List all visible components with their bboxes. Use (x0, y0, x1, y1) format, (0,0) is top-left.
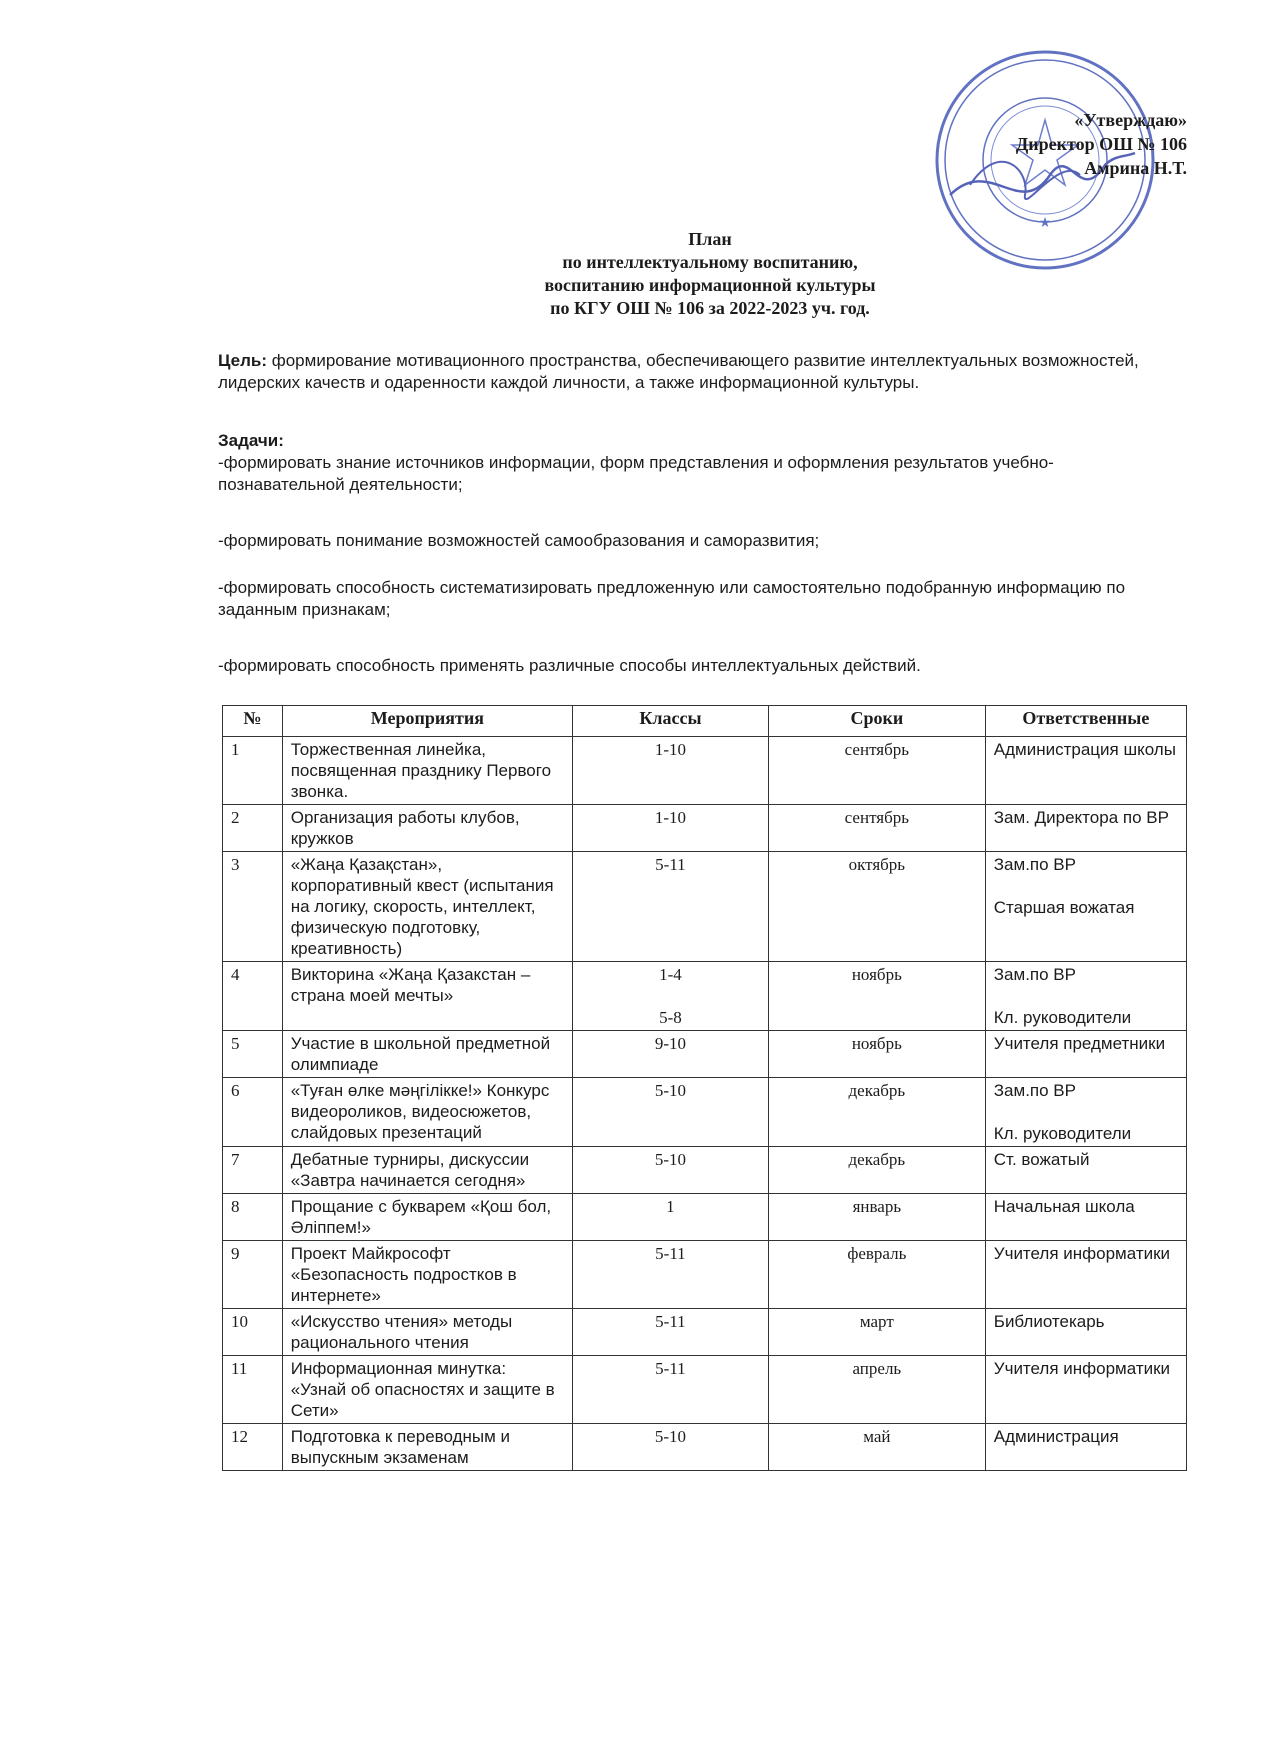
header-responsible: Ответственные (985, 706, 1186, 737)
row-responsible (985, 962, 1186, 1031)
row-responsible-value: Администрация (993, 1427, 1119, 1446)
goal-label: Цель: (218, 351, 267, 370)
page-title (420, 228, 1000, 320)
row-responsible (985, 1147, 1186, 1194)
row-event: Информационная минутка: «Узнай об опасностях и защите в Сети» (282, 1356, 572, 1424)
table-row (223, 1194, 1187, 1241)
row-term: май (768, 1424, 985, 1471)
header-terms: Сроки (768, 706, 985, 737)
table-row (223, 737, 1187, 805)
row-responsible-value: Зам.по ВР (993, 855, 1076, 874)
row-class-value: 5-10 (654, 1150, 686, 1169)
row-responsible-value: Начальная школа (993, 1197, 1135, 1216)
row-event: Проект Майкрософт «Безопасность подростков в интернете» (282, 1241, 572, 1309)
row-responsible-value: Учителя информатики (993, 1244, 1171, 1263)
task-item: -формировать способность применять различные способы интеллектуальных действий. (218, 656, 921, 675)
row-classes (572, 805, 768, 852)
table-row (223, 1031, 1187, 1078)
row-classes (572, 737, 768, 805)
row-responsible-value: Зам. Директора по ВР (993, 808, 1169, 827)
task-item: -формировать знание источников информации, форм представления и оформления результатов учебно-познавательной деятельности; (218, 453, 1054, 494)
row-classes (572, 1031, 768, 1078)
row-term: февраль (768, 1241, 985, 1309)
row-num: 3 (223, 852, 283, 962)
row-responsible (985, 1356, 1186, 1424)
row-event: «Жаңа Қазақстан», корпоративный квест (испытания на логику, скорость, интеллект, физическую подготовку, креативность) (282, 852, 572, 962)
row-event: Викторина «Жаңа Қазакстан – страна моей мечты» (282, 962, 572, 1031)
row-responsible (985, 1424, 1186, 1471)
task-item: -формировать понимание возможностей самообразования и саморазвития; (218, 531, 820, 550)
table-body (223, 737, 1187, 1471)
row-num: 1 (223, 737, 283, 805)
row-class-value: 5-11 (655, 1359, 686, 1378)
row-responsible (985, 1194, 1186, 1241)
title-line: воспитанию информационной культуры (544, 275, 876, 295)
approval-block (1016, 108, 1187, 180)
row-responsible (985, 1078, 1186, 1147)
row-term: декабрь (768, 1147, 985, 1194)
table-row (223, 1078, 1187, 1147)
row-responsible-value: Кл. руководители (993, 1008, 1132, 1027)
row-responsible-value: Администрация школы (993, 740, 1176, 759)
row-class-value: 5-10 (654, 1427, 686, 1446)
row-num: 2 (223, 805, 283, 852)
row-term: январь (768, 1194, 985, 1241)
table-row (223, 962, 1187, 1031)
row-responsible (985, 737, 1186, 805)
row-num: 4 (223, 962, 283, 1031)
row-responsible (985, 805, 1186, 852)
row-responsible-value: Библиотекарь (993, 1312, 1105, 1331)
row-responsible-value: Старшая вожатая (993, 898, 1135, 917)
table-row (223, 1147, 1187, 1194)
row-responsible-value: Учителя информатики (993, 1359, 1171, 1378)
title-line: по интеллектуальному воспитанию, (562, 252, 858, 272)
row-classes (572, 1078, 768, 1147)
table-row (223, 1241, 1187, 1309)
row-event: Участие в школьной предметной олимпиаде (282, 1031, 572, 1078)
row-responsible-value: Ст. вожатый (993, 1150, 1090, 1169)
row-event: Дебатные турниры, дискуссии «Завтра начинается сегодня» (282, 1147, 572, 1194)
row-classes (572, 1194, 768, 1241)
row-class-value: 1-10 (654, 740, 686, 759)
table-row (223, 1424, 1187, 1471)
row-event: Подготовка к переводным и выпускным экзаменам (282, 1424, 572, 1471)
row-term: декабрь (768, 1078, 985, 1147)
row-responsible (985, 1031, 1186, 1078)
row-event: «Туған өлке мәңгілікке!» Конкурс видеороликов, видеосюжетов, слайдовых презентаций (282, 1078, 572, 1147)
header-num: № (223, 706, 283, 737)
tasks-heading: Задачи: (218, 431, 284, 450)
header-events: Мероприятия (282, 706, 572, 737)
row-num: 5 (223, 1031, 283, 1078)
row-num: 10 (223, 1309, 283, 1356)
row-responsible (985, 1241, 1186, 1309)
row-classes (572, 1309, 768, 1356)
row-class-value: 5-11 (655, 1312, 686, 1331)
row-num: 8 (223, 1194, 283, 1241)
row-event: Прощание с букварем «Қош бол, Әліппем!» (282, 1194, 572, 1241)
table-row (223, 852, 1187, 962)
row-class-value: 9-10 (654, 1034, 686, 1053)
row-num: 12 (223, 1424, 283, 1471)
row-num: 6 (223, 1078, 283, 1147)
row-num: 11 (223, 1356, 283, 1424)
row-responsible (985, 852, 1186, 962)
row-responsible-value: Зам.по ВР (993, 1081, 1076, 1100)
row-class-value: 1 (666, 1197, 675, 1216)
svg-text:★: ★ (1038, 216, 1052, 231)
row-responsible (985, 1309, 1186, 1356)
table-row (223, 1309, 1187, 1356)
task-item: -формировать способность систематизировать предложенную или самостоятельно подобранную информацию по заданным признакам; (218, 578, 1126, 619)
table-row (223, 1356, 1187, 1424)
row-term: октябрь (768, 852, 985, 962)
row-classes (572, 1241, 768, 1309)
header-classes: Классы (572, 706, 768, 737)
row-classes (572, 962, 768, 1031)
row-class-value: 5-10 (654, 1081, 686, 1100)
row-class-value: 1-10 (654, 808, 686, 827)
approval-line: «Утверждаю» (1074, 110, 1187, 130)
table-row (223, 805, 1187, 852)
table-header-row (223, 706, 1187, 737)
row-term: ноябрь (768, 1031, 985, 1078)
row-term: апрель (768, 1356, 985, 1424)
row-event: Торжественная линейка, посвященная празднику Первого звонка. (282, 737, 572, 805)
row-num: 9 (223, 1241, 283, 1309)
row-responsible-value: Зам.по ВР (993, 965, 1076, 984)
title-line: по КГУ ОШ № 106 за 2022-2023 уч. год. (550, 298, 870, 318)
row-term: сентябрь (768, 737, 985, 805)
row-class-value: 5-8 (659, 1008, 682, 1027)
row-num: 7 (223, 1147, 283, 1194)
row-class-value: 5-11 (655, 1244, 686, 1263)
row-classes (572, 1424, 768, 1471)
row-classes (572, 852, 768, 962)
approval-director: Директор ОШ № 106 (1015, 134, 1187, 154)
row-classes (572, 1147, 768, 1194)
row-responsible-value: Кл. руководители (993, 1124, 1132, 1143)
row-class-value: 5-11 (655, 855, 686, 874)
row-classes (572, 1356, 768, 1424)
row-term: ноябрь (768, 962, 985, 1031)
row-term: март (768, 1309, 985, 1356)
plan-table (222, 705, 1187, 1471)
approval-name: Амрина Н.Т. (1084, 158, 1187, 178)
row-responsible-value: Учителя предметники (993, 1034, 1166, 1053)
row-class-value: 1-4 (659, 965, 682, 984)
row-term: сентябрь (768, 805, 985, 852)
row-event: «Искусство чтения» методы рационального чтения (282, 1309, 572, 1356)
row-event: Организация работы клубов, кружков (282, 805, 572, 852)
goal-text: формирование мотивационного пространства, обеспечивающего развитие интеллектуальных возможностей, лидерских качеств и одаренности каждой личности, а также информационной культуры. (218, 351, 1139, 392)
goal-paragraph (218, 350, 1178, 394)
title-line: План (688, 229, 732, 249)
